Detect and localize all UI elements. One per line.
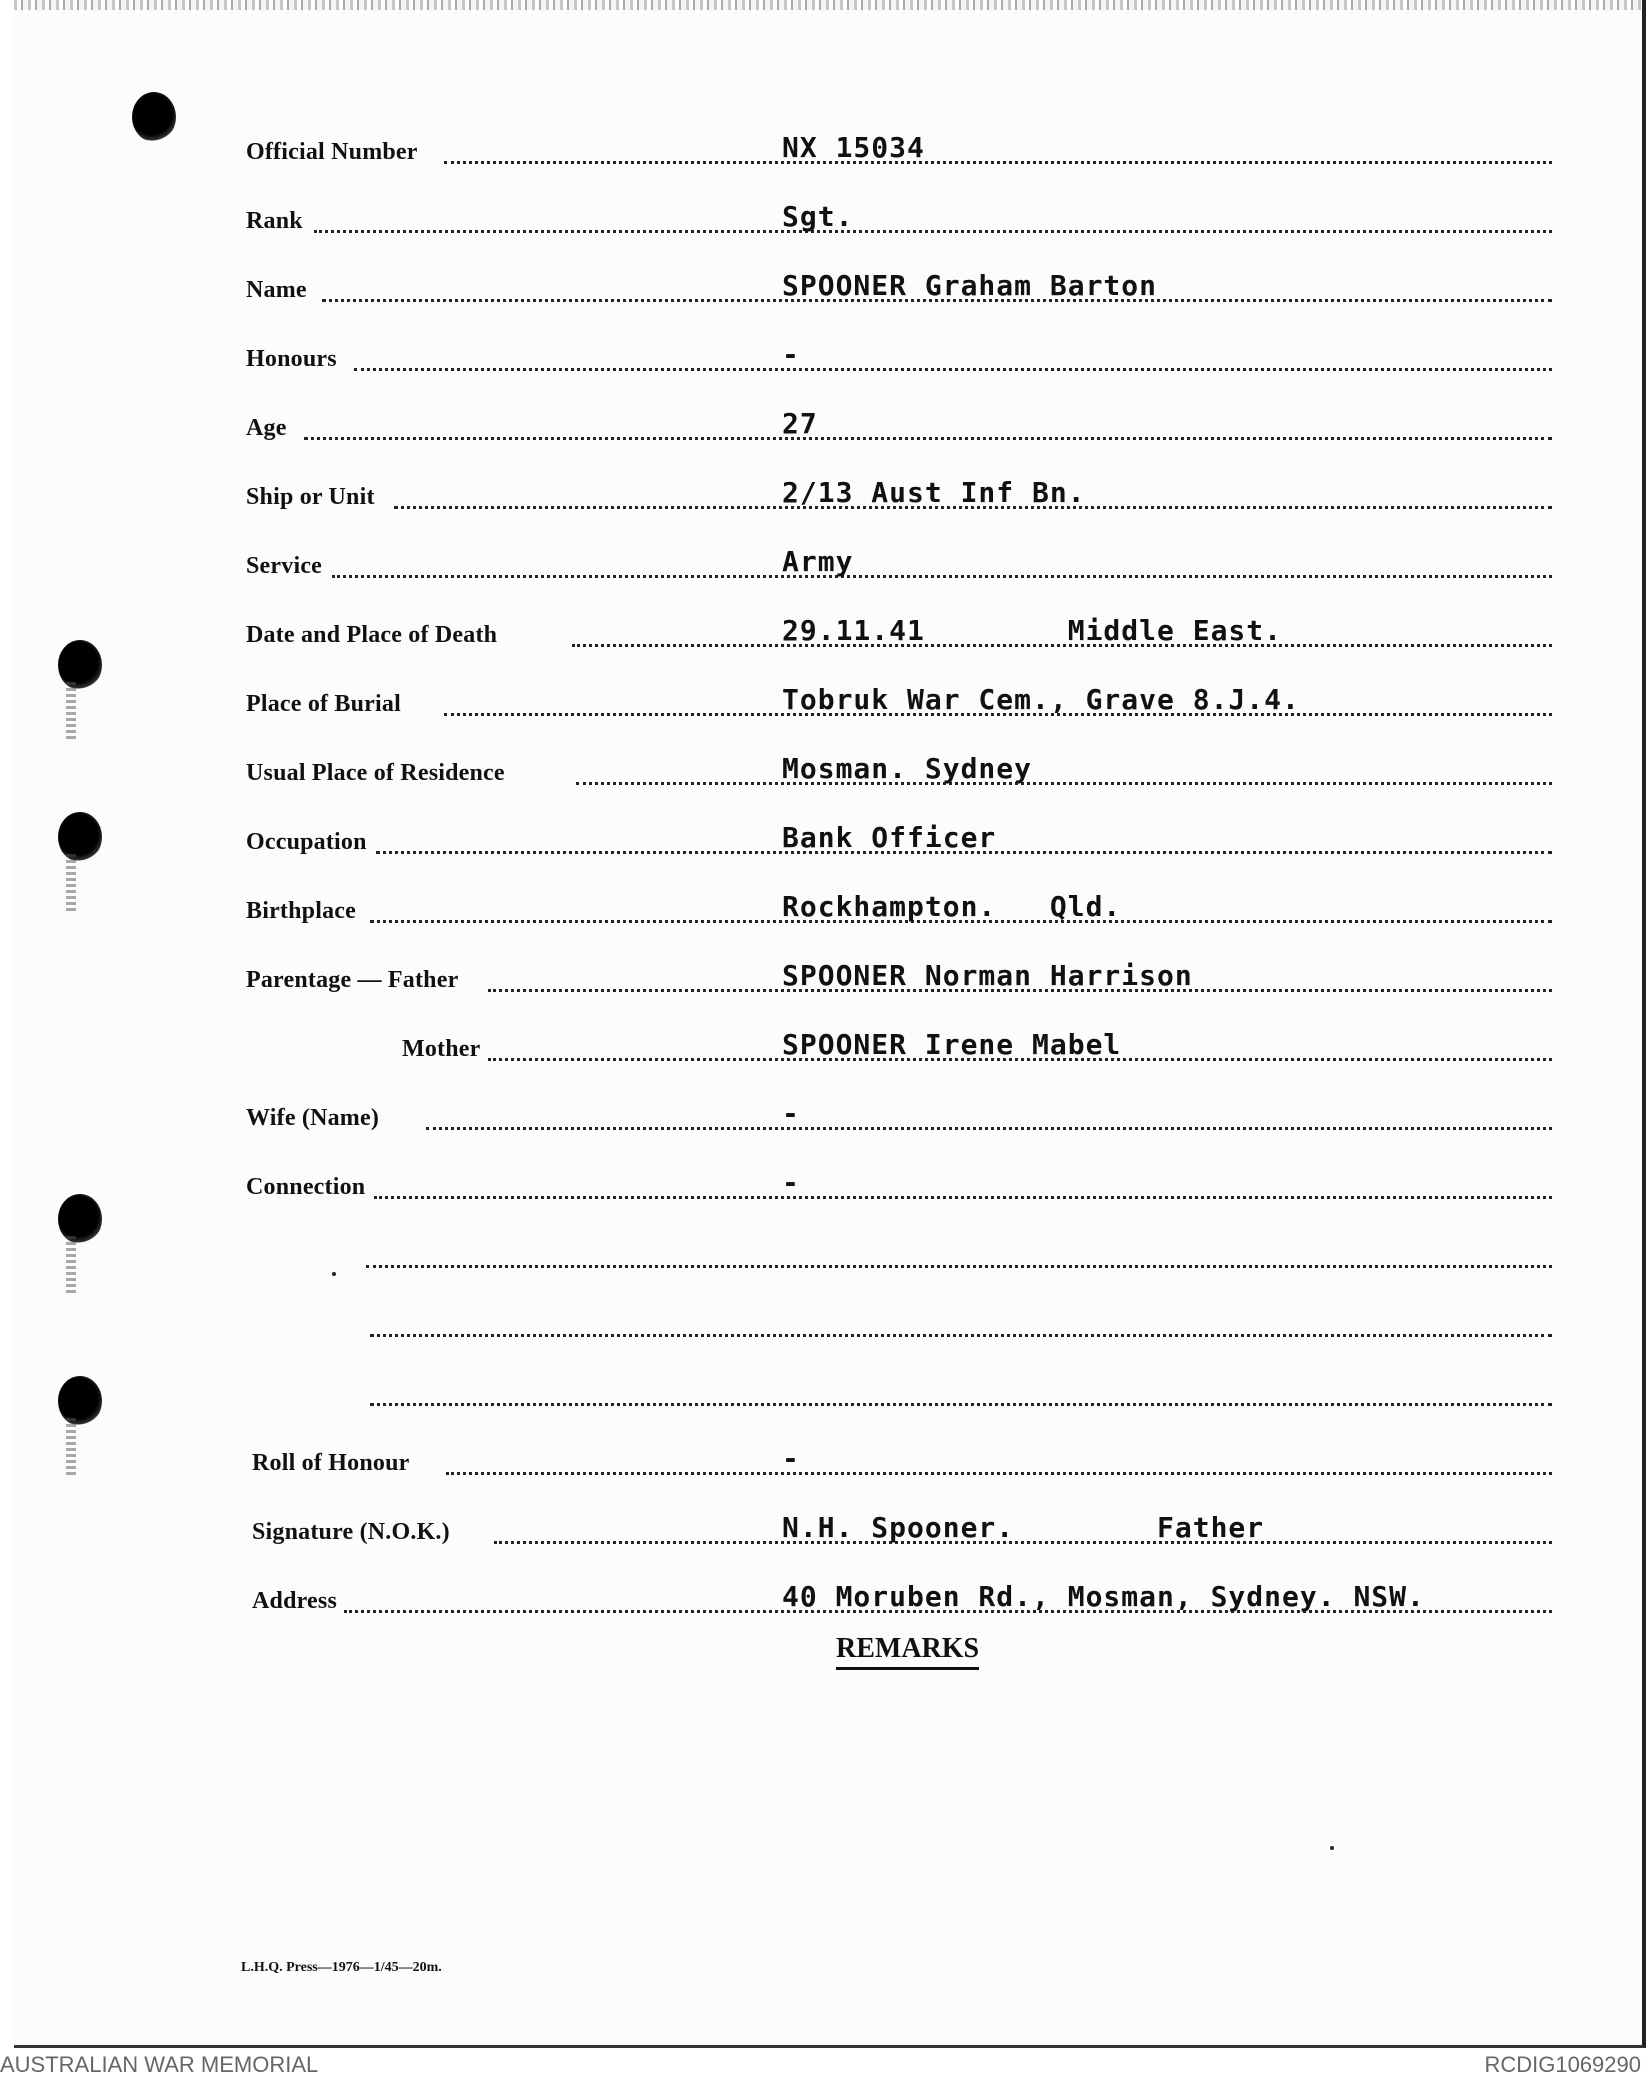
field-label: Official Number <box>246 139 418 165</box>
archive-reference: RCDIG1069290 <box>1484 2052 1641 2077</box>
field-label: Occupation <box>246 829 367 855</box>
dotted-line <box>304 437 1552 440</box>
field-value: - <box>782 1166 800 1199</box>
field-service <box>14 544 1646 584</box>
field-rank <box>14 199 1646 239</box>
field-value: SPOONER Graham Barton <box>782 269 1158 302</box>
field-occupation <box>14 820 1646 860</box>
scan-edge-noise <box>14 0 1642 10</box>
field-value: Tobruk War Cem., Grave 8.J.4. <box>782 683 1300 716</box>
field-label: Name <box>246 277 307 303</box>
field-value: Army <box>782 545 854 578</box>
blank-line-1 <box>14 1234 1646 1274</box>
field-mother <box>14 1027 1646 1067</box>
field-value: 40 Moruben Rd., Mosman, Sydney. NSW. <box>782 1580 1425 1613</box>
dotted-line <box>314 230 1552 233</box>
field-name <box>14 268 1646 308</box>
field-value: Rockhampton. Qld. <box>782 890 1122 923</box>
field-label: Wife (Name) <box>246 1105 380 1131</box>
field-label: Ship or Unit <box>246 484 375 510</box>
field-address <box>14 1579 1646 1619</box>
field-label: Service <box>246 553 323 579</box>
dotted-line <box>446 1472 1552 1475</box>
field-father <box>14 958 1646 998</box>
blank-line-3 <box>14 1372 1646 1412</box>
field-label: Address <box>252 1588 337 1614</box>
field-value: 2/13 Aust Inf Bn. <box>782 476 1086 509</box>
dotted-line <box>354 368 1552 371</box>
field-label: Parentage — Father <box>246 967 459 993</box>
dotted-line <box>374 1196 1552 1199</box>
field-label: Rank <box>246 208 303 234</box>
dotted-line <box>576 782 1552 785</box>
field-label: Roll of Honour <box>252 1450 410 1476</box>
field-roll-of-honour <box>14 1441 1646 1481</box>
field-label: Connection <box>246 1174 366 1200</box>
record-sheet <box>14 0 1646 2048</box>
field-label: Birthplace <box>246 898 356 924</box>
field-value: - <box>782 1442 800 1475</box>
field-usual-residence <box>14 751 1646 791</box>
field-label: Place of Burial <box>246 691 401 717</box>
field-connection <box>14 1165 1646 1205</box>
field-value: Sgt. <box>782 200 854 233</box>
field-value: N.H. Spooner. Father <box>782 1511 1265 1544</box>
field-honours <box>14 337 1646 377</box>
field-value: 29.11.41 Middle East. <box>782 614 1283 647</box>
field-official-number <box>14 130 1646 170</box>
field-value: Mosman. Sydney <box>782 752 1033 785</box>
dotted-line <box>370 1334 1552 1337</box>
dotted-line <box>370 1403 1552 1406</box>
field-value: - <box>782 1097 800 1130</box>
dotted-line <box>426 1127 1552 1130</box>
press-print-note: L.H.Q. Press—1976—1/45—20m. <box>241 1960 442 1975</box>
field-value: SPOONER Irene Mabel <box>782 1028 1122 1061</box>
field-ship-or-unit <box>14 475 1646 515</box>
field-value: SPOONER Norman Harrison <box>782 959 1193 992</box>
scan-speck <box>1330 1846 1334 1850</box>
field-value: - <box>782 338 800 371</box>
field-wife <box>14 1096 1646 1136</box>
dotted-line <box>332 575 1552 578</box>
blank-line-2 <box>14 1303 1646 1343</box>
dotted-line <box>366 1265 1552 1268</box>
field-date-place-of-death <box>14 613 1646 653</box>
field-label: Signature (N.O.K.) <box>252 1519 450 1545</box>
field-label: Mother <box>402 1036 481 1062</box>
field-label: Age <box>246 415 287 441</box>
field-label: Usual Place of Residence <box>246 760 505 786</box>
archive-credit: AUSTRALIAN WAR MEMORIAL <box>0 2052 319 2077</box>
remarks-heading: REMARKS <box>836 1633 979 1670</box>
field-signature-nok <box>14 1510 1646 1550</box>
field-age <box>14 406 1646 446</box>
scan-speck <box>332 1272 336 1276</box>
field-value: Bank Officer <box>782 821 997 854</box>
dotted-line <box>444 161 1552 164</box>
field-value: 27 <box>782 407 818 440</box>
field-value: NX 15034 <box>782 131 925 164</box>
field-label: Honours <box>246 346 337 372</box>
field-birthplace <box>14 889 1646 929</box>
field-label: Date and Place of Death <box>246 622 498 648</box>
field-place-of-burial <box>14 682 1646 722</box>
